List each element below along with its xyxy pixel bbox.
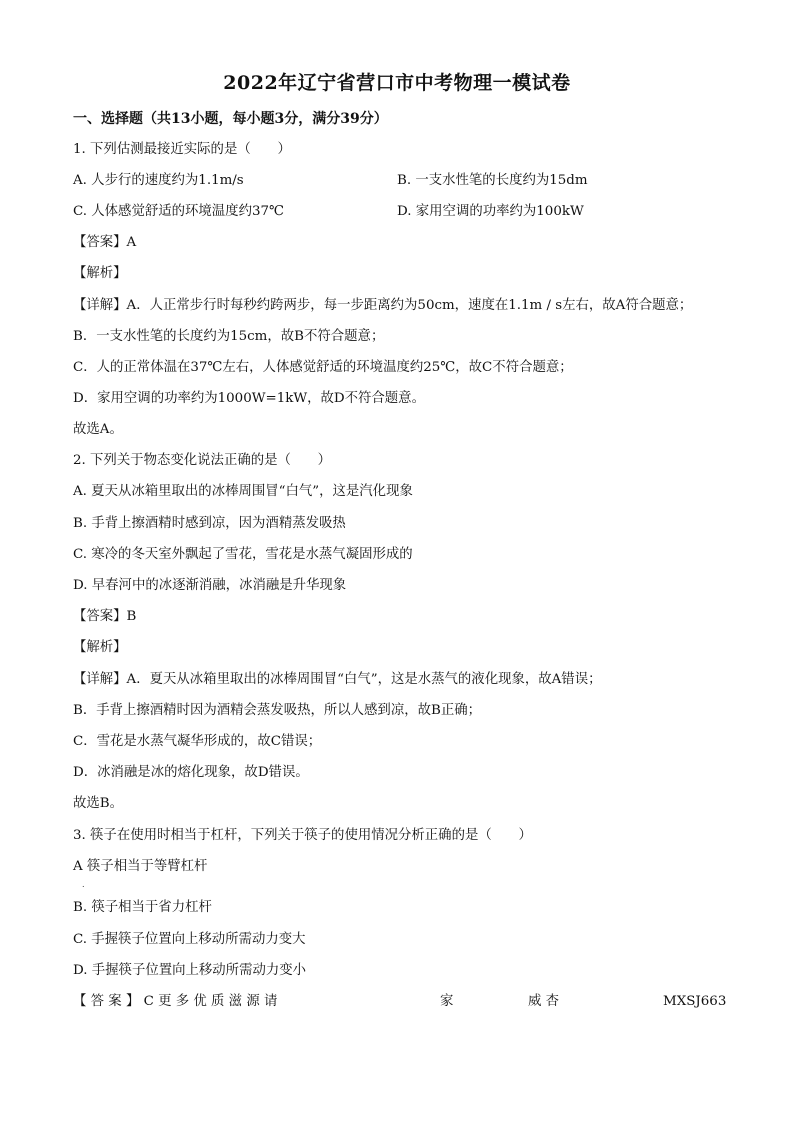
question-1-conclusion: 故选A。 <box>73 422 123 437</box>
question-1-option-d: D. 家用空调的功率约为100kW <box>397 204 584 219</box>
question-2-option-d: D. 早春河中的冰逐渐消融，冰消融是升华现象 <box>73 578 347 593</box>
question-2-option-c: C. 寒冷的冬天室外飘起了雪花，雪花是水蒸气凝固形成的 <box>73 547 413 562</box>
question-2-option-a: A. 夏天从冰箱里取出的冰棒周围冒“白气”，这是汽化现象 <box>73 484 413 499</box>
question-1-option-a: A. 人步行的速度约为1.1m/s <box>73 173 244 188</box>
section-heading: 一、选择题（共13小题，每小题3分，满分39分） <box>73 111 388 127</box>
question-2-conclusion: 故选B。 <box>73 796 124 811</box>
footer-text-weixing: 威 杏 <box>528 994 560 1009</box>
question-2-detail-c: C．雪花是水蒸气凝华形成的，故C错误； <box>73 734 322 749</box>
question-3-option-d: D. 手握筷子位置向上移动所需动力变小 <box>73 963 307 978</box>
question-3-option-a: A 筷子相当于等臂杠杆 <box>73 859 208 874</box>
question-3-option-c: C. 手握筷子位置向上移动所需动力变大 <box>73 932 306 947</box>
question-1-analysis-label: 【解析】 <box>73 266 127 281</box>
question-3-option-b: B. 筷子相当于省力杠杆 <box>73 900 212 915</box>
footer-code: MXSJ663 <box>663 994 727 1009</box>
footer-text-jia: 家 <box>440 994 454 1009</box>
question-2-stem: 2. 下列关于物态变化说法正确的是（ ） <box>73 453 332 468</box>
question-1-detail-b: B．一支水性笔的长度约为15cm，故B不符合题意； <box>73 329 385 344</box>
question-1-detail-c: C．人的正常体温在37℃左右，人体感觉舒适的环境温度约25℃，故C不符合题意； <box>73 360 573 375</box>
question-2-detail-a: 【详解】A．夏天从冰箱里取出的冰棒周围冒“白气”，这是水蒸气的液化现象，故A错误； <box>73 672 602 687</box>
question-2-detail-d: D．冰消融是冰的熔化现象，故D错误。 <box>73 765 309 780</box>
question-2-option-b: B. 手背上擦酒精时感到凉，因为酒精蒸发吸热 <box>73 516 346 531</box>
question-1-option-c: C. 人体感觉舒适的环境温度约37℃ <box>73 204 284 219</box>
question-2-analysis-label: 【解析】 <box>73 640 127 655</box>
footer-answer-text: 【 答 案 】 C 更 多 优 质 滋 源 请 <box>73 994 278 1009</box>
question-1-detail-a: 【详解】A．人正常步行时每秒约跨两步，每一步距离约为50cm，速度在1.1m / s左右，故A符合题意； <box>73 298 693 313</box>
question-1-stem: 1. 下列估测最接近实际的是（ ） <box>73 142 291 157</box>
page-title: 2022年辽宁省营口市中考物理一模试卷 <box>223 72 571 94</box>
stray-dot-mark: . <box>82 880 85 889</box>
question-1-option-b: B. 一支水性笔的长度约为15dm <box>397 173 588 188</box>
question-3-stem: 3. 筷子在使用时相当于杠杆，下列关于筷子的使用情况分析正确的是（ ） <box>73 828 532 843</box>
question-1-detail-d: D．家用空调的功率约为1000W=1kW，故D不符合题意。 <box>73 391 425 406</box>
question-1-answer: 【答案】A <box>73 235 137 250</box>
question-2-detail-b: B．手背上擦酒精时因为酒精会蒸发吸热，所以人感到凉，故B正确； <box>73 703 482 718</box>
question-2-answer: 【答案】B <box>73 609 137 624</box>
